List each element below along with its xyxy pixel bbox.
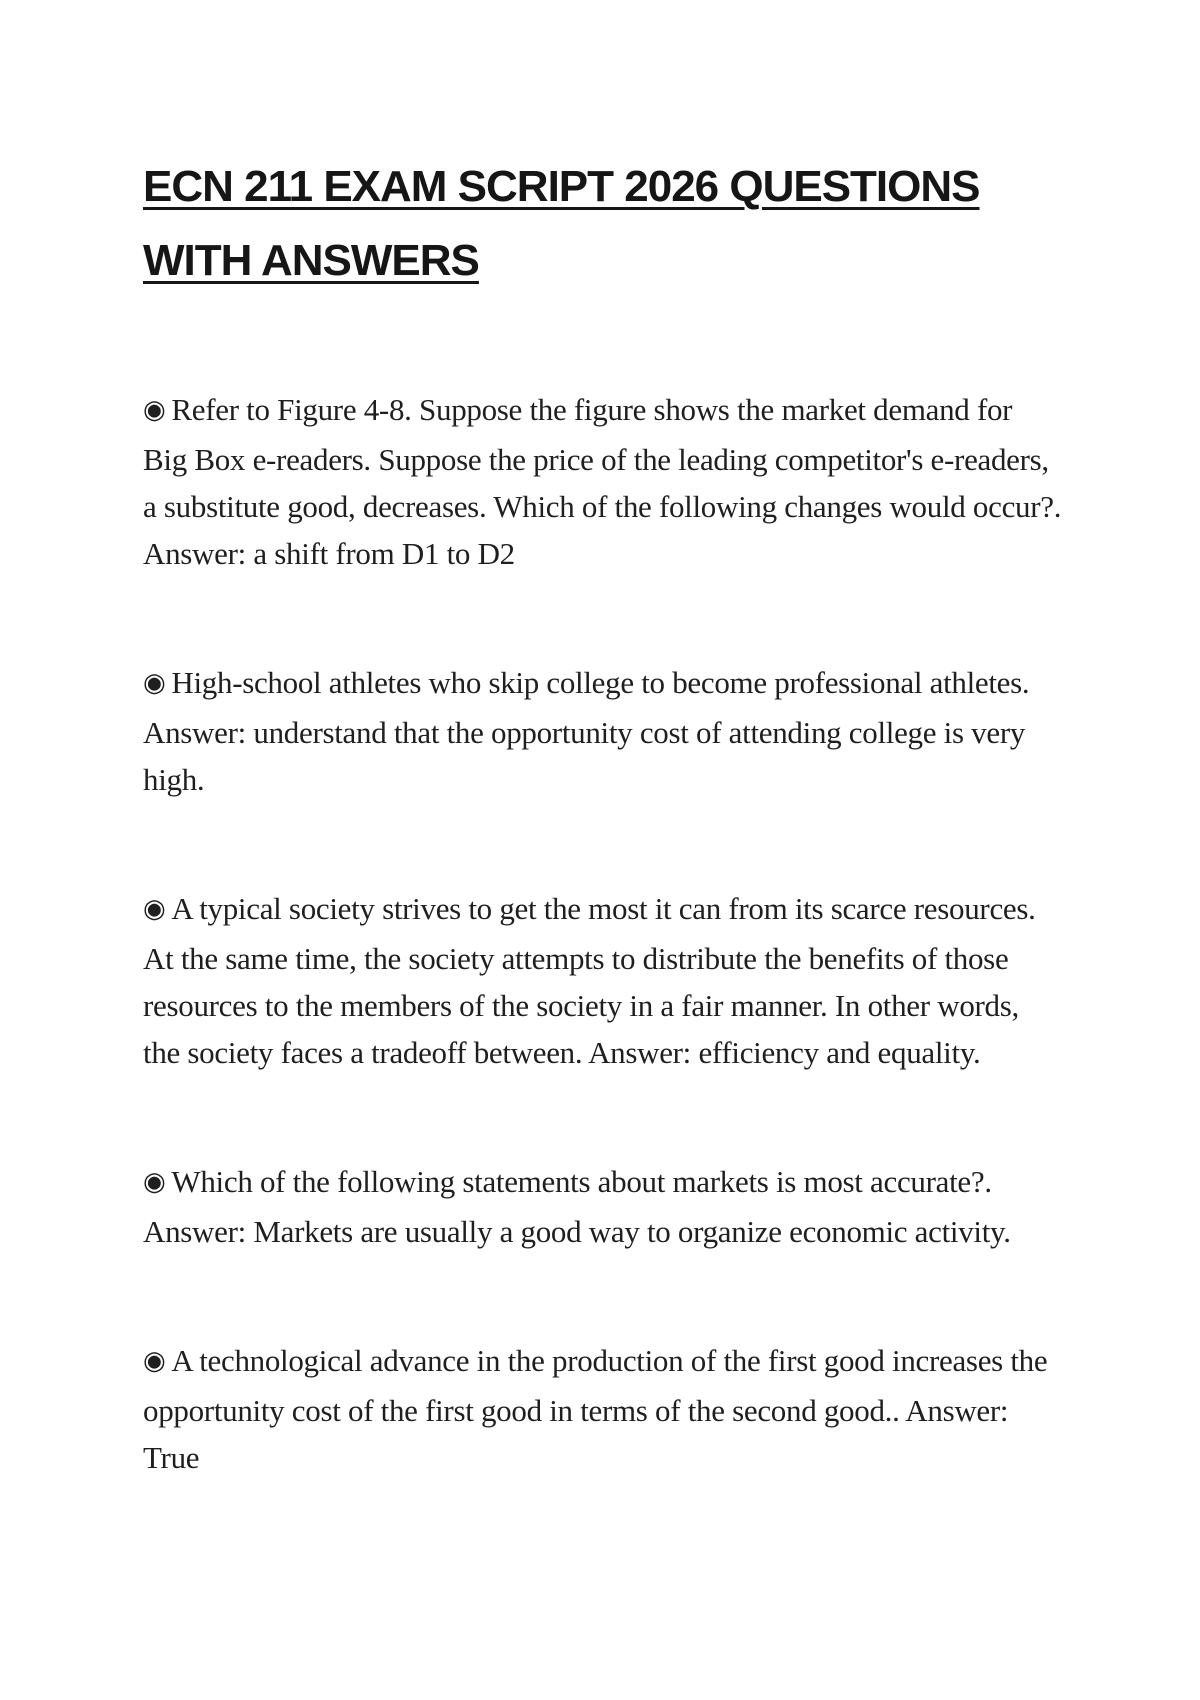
qa-text: Which of the following statements about markets is most accurate?. Answer: Markets are usually a good way to organize economic activity.: [143, 1164, 1011, 1249]
qa-item: [143, 386, 1063, 577]
qa-item: [143, 1158, 1063, 1255]
qa-text: High-school athletes who skip college to become professional athletes. Answer: understand that the opportunity cost of attending college is very high.: [143, 665, 1030, 797]
document-page: [143, 150, 1063, 1563]
qa-text: A typical society strives to get the most it can from its scarce resources. At the same time, the society attempts to distribute the benefits of those resources to the members of the society in a fair manner. In other words, the society faces a tradeoff between. Answer: efficiency and equality.: [143, 891, 1036, 1070]
document-title: ECN 211 EXAM SCRIPT 2026 QUESTIONS WITH ANSWERS: [143, 162, 980, 285]
radio-bullet-icon: ◉: [143, 1167, 166, 1197]
qa-item: [143, 1337, 1063, 1481]
radio-bullet-icon: ◉: [143, 668, 166, 698]
radio-bullet-icon: ◉: [143, 395, 166, 425]
qa-item: [143, 885, 1063, 1076]
qa-item: [143, 659, 1063, 803]
qa-text: Refer to Figure 4-8. Suppose the figure shows the market demand for Big Box e-readers. Suppose the price of the leading competitor's e-readers, a substitute good, decreases. Which of the following changes would occur?. Answer: a shift from D1 to D2: [143, 392, 1062, 571]
qa-text: A technological advance in the production of the first good increases the opportunity cost of the first good in terms of the second good.. Answer: True: [143, 1343, 1048, 1475]
radio-bullet-icon: ◉: [143, 1346, 166, 1376]
radio-bullet-icon: ◉: [143, 894, 166, 924]
qa-list: [143, 386, 1063, 1481]
